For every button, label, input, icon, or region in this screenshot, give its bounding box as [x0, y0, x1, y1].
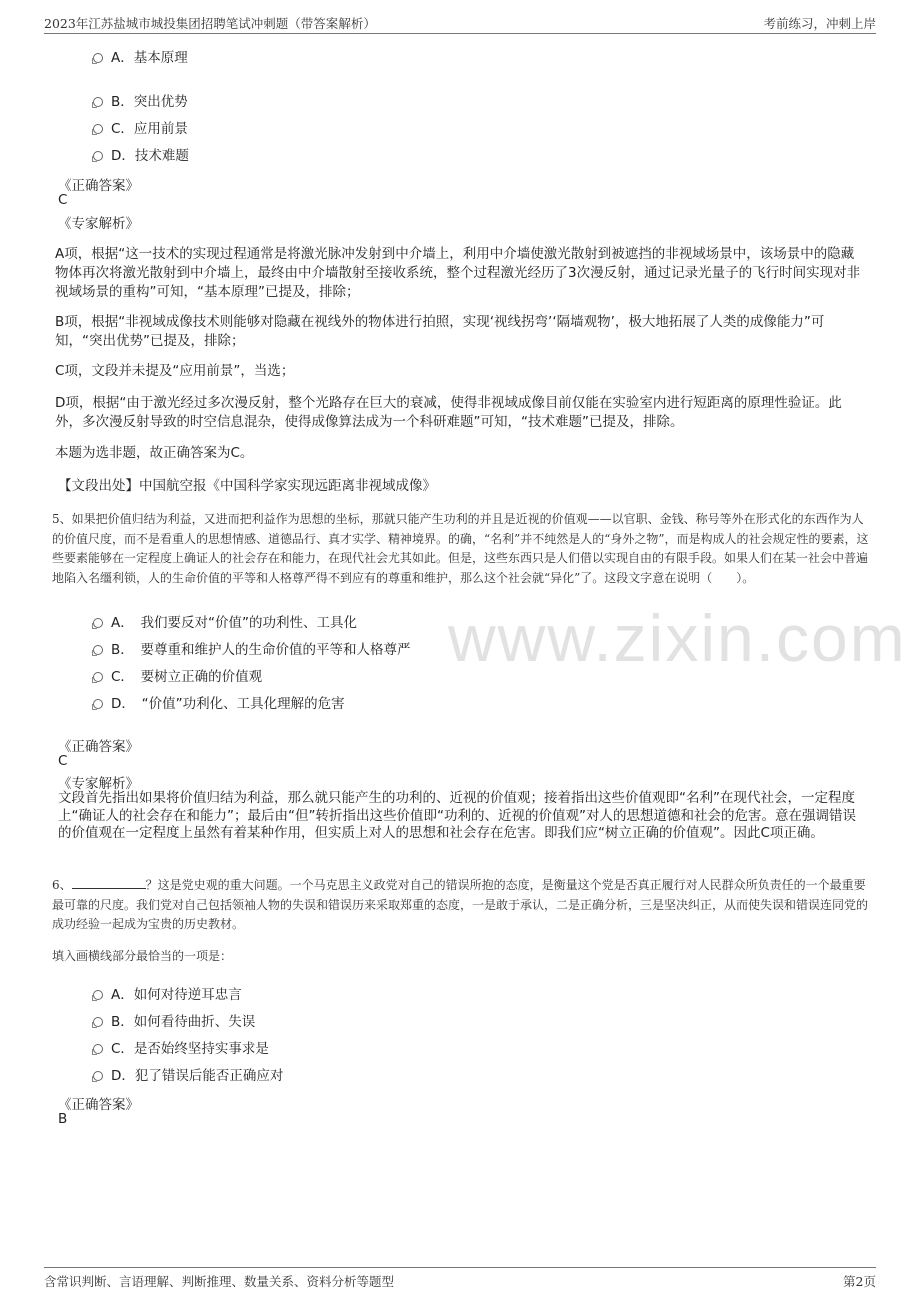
- watermark: www.zixin.com: [448, 601, 907, 675]
- q4-analysis-c: C项，文段并未提及“应用前景”，当选；: [55, 363, 295, 379]
- q4-source: 【文段出处】中国航空报《中国科学家实现远距离非视域成像》: [58, 478, 436, 494]
- radio-icon[interactable]: [93, 645, 103, 655]
- q6-option-a[interactable]: A．如何对待逆耳忠言: [93, 983, 242, 1003]
- q4-analysis-b: B项，根据“非视域成像技术则能够对隐藏在视线外的物体进行拍照，实现‘视线拐弯’‘隔墙观物’，极大地拓展了人类的成像能力”可知，“突出优势”已提及，排除；: [55, 314, 825, 349]
- radio-icon[interactable]: [93, 97, 103, 107]
- q6-option-b[interactable]: B．如何看待曲折、失误: [93, 1010, 255, 1030]
- radio-icon[interactable]: [93, 124, 103, 134]
- q4-option-b[interactable]: B．突出优势: [93, 90, 188, 110]
- radio-icon[interactable]: [93, 699, 103, 709]
- header-divider: [44, 33, 876, 34]
- radio-icon[interactable]: [93, 151, 103, 161]
- radio-icon[interactable]: [93, 53, 103, 63]
- footer-subjects: 含常识判断、言语理解、判断推理、数量关系、资料分析等题型: [44, 1274, 395, 1289]
- q6-answer: B: [58, 1111, 68, 1127]
- q5-question: 5、如果把价值归结为利益，又进而把利益作为思想的坐标，那就只能产生功利的并且是近视的价值观——以官职、金钱、称号等外在形式化的东西作为人的价值尺度，而不是看重人的思想情感、道德品行、真才实学、精神境界。的确，“名利”并不纯然是人的“身外之物”，而是构成人的社会规定性的要素，这些要素能够在一定程度上确证人的社会存在和能力，在现代社会尤其如此。但是，这些东西只是人们借以实现自由的有限手段。如果人们在某一社会中普遍地陷入名缰利锁，人的生命价值的平等和人格尊严得不到应有的尊重和维护，那么这个社会就“异化”了。这段文字意在说明（ ）。: [52, 512, 869, 585]
- radio-icon[interactable]: [93, 1017, 103, 1027]
- q4-answer: C: [58, 192, 68, 208]
- q5-option-a[interactable]: A． 我们要反对“价值”的功利性、工具化: [93, 611, 357, 631]
- q6-question: [52, 876, 870, 935]
- q6-option-c[interactable]: C．是否始终坚持实事求是: [93, 1037, 269, 1057]
- q6-prompt: 填入画横线部分最恰当的一项是：: [52, 949, 233, 963]
- radio-icon[interactable]: [93, 1071, 103, 1081]
- radio-icon[interactable]: [93, 1044, 103, 1054]
- q6-answer-label: 《正确答案》: [58, 1097, 139, 1113]
- q5-option-c[interactable]: C． 要树立正确的价值观: [93, 665, 262, 685]
- q5-option-b[interactable]: B． 要尊重和维护人的生命价值的平等和人格尊严: [93, 638, 411, 658]
- q4-analysis-d: D项，根据“由于激光经过多次漫反射，整个光路存在巨大的衰减，使得非视域成像目前仅能在实验室内进行短距离的原理性验证。此外，多次漫反射导致的时空信息混杂，使得成像算法成为一个科研难题”可知，“技术难题”已提及，排除。: [55, 395, 842, 430]
- radio-icon[interactable]: [93, 990, 103, 1000]
- q4-conclusion: 本题为选非题，故正确答案为C。: [55, 445, 254, 461]
- q4-option-d[interactable]: D．技术难题: [93, 144, 189, 164]
- q5-analysis: 文段首先指出如果将价值归结为利益，那么就只能产生的功利的、近视的价值观；接着指出这些价值观即“名利”在现代社会，一定程度上“确证人的社会存在和能力”；最后由“但”转折指出这些价值即“功利的、近视的价值观”对人的思想道德和社会的危害。意在强调错误的价值观在一定程度上虽然有着某种作用，但实质上对人的思想和社会存在危害。即我们应“树立正确的价值观”。因此C项正确。: [58, 790, 856, 841]
- q4-analysis-label: 《专家解析》: [58, 216, 139, 232]
- q4-option-a[interactable]: A．基本原理: [93, 46, 188, 66]
- q6-number: 6、: [52, 878, 72, 892]
- q4-analysis-a: A项，根据“这一技术的实现过程通常是将激光脉冲发射到中介墙上，利用中介墙使激光散射到被遮挡的非视域场景中，该场景中的隐藏物体再次将激光散射到中介墙上，最终由中介墙散射至接收系统，整个过程激光经历了3次漫反射，通过记录光量子的飞行时间实现对非视域场景的重构”可知，“基本原理”已提及，排除；: [55, 246, 861, 300]
- fill-blank: [72, 876, 146, 889]
- document-title: 2023年江苏盐城市城投集团招聘笔试冲刺题（带答案解析）: [44, 16, 376, 31]
- q5-option-d[interactable]: D． “价值”功利化、工具化理解的危害: [93, 692, 345, 712]
- footer-divider: [44, 1267, 876, 1268]
- radio-icon[interactable]: [93, 672, 103, 682]
- q5-answer-label: 《正确答案》: [58, 739, 139, 755]
- q4-answer-label: 《正确答案》: [58, 178, 139, 194]
- header-slogan: 考前练习，冲刺上岸: [763, 16, 876, 31]
- page-number: 第2页: [843, 1274, 876, 1289]
- q5-answer: C: [58, 753, 68, 769]
- q4-option-c[interactable]: C．应用前景: [93, 117, 188, 137]
- q5-analysis-label: 《专家解析》: [58, 776, 139, 792]
- q6-option-d[interactable]: D．犯了错误后能否正确应对: [93, 1064, 283, 1084]
- radio-icon[interactable]: [93, 618, 103, 628]
- q6-question-text: ？这是党史观的重大问题。一个马克思主义政党对自己的错误所抱的态度，是衡量这个党是否真正履行对人民群众所负责任的一个最重要最可靠的尺度。我们党对自己包括领袖人物的失误和错误历来采取郑重的态度，一是敢于承认，二是正确分析，三是坚决纠正，从而使失误和错误连同党的成功经验一起成为宝贵的历史教材。: [52, 878, 869, 931]
